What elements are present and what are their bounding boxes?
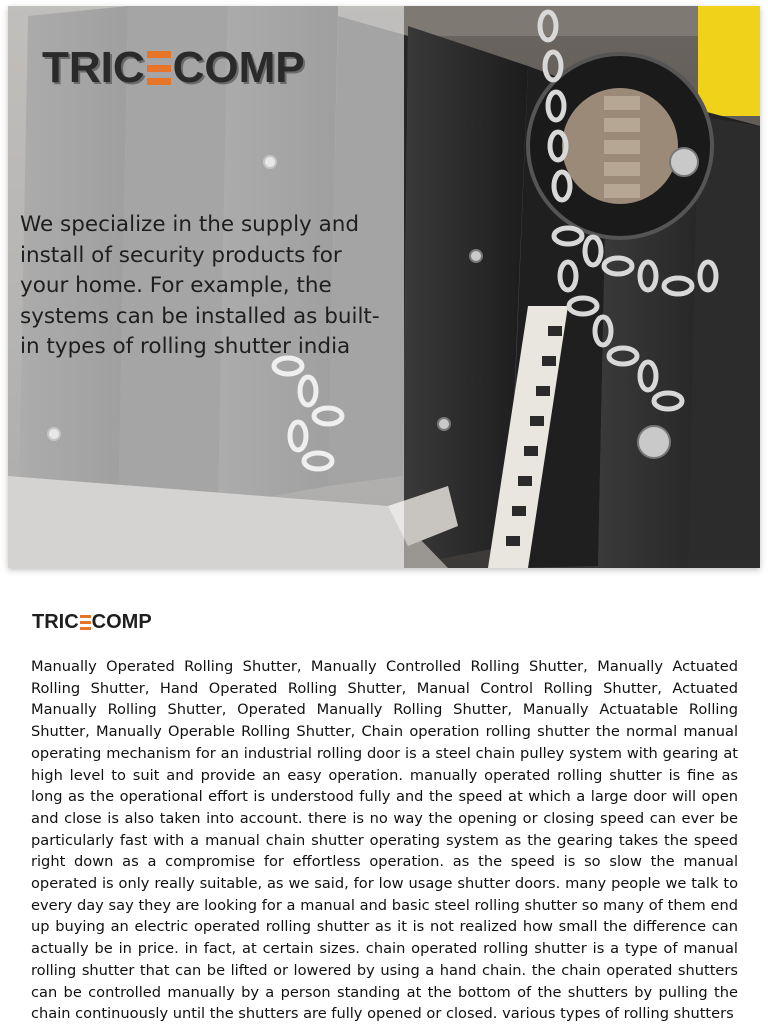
logo-text-left: TRIC (42, 43, 145, 92)
logo-text-left: TRIC (32, 611, 79, 633)
logo-e-mark (80, 615, 91, 630)
brand-logo-small[interactable] (32, 612, 152, 632)
logo-text-right: COMP (172, 43, 305, 92)
logo-text-right: COMP (91, 611, 152, 633)
article-body: Manually Operated Rolling Shutter, Manually Controlled Rolling Shutter, Manually Actuated Rolling Shutter, Hand Operated Rolling Shutter, Manual Control Rolling Shutter, Actuated Manually Rolling Shutter, Operated Manually Rolling Shutter, Manually Actuatable Rolling Shutter, Manually Operable Rolling Shutter, Chain operation rolling shutter the normal manual operating mechanism for an industrial rolling door is a steel chain pulley system with gearing at high level to suit and provide an easy operation. manually operated rolling shutter is fine as long as the operational effort is understood fully and the speed at which a large door will open and close is also taken into account. there is no way the opening or closing speed can ever be particularly fast with a manual chain shutter operating system as the gearing takes the speed right down as a compromise for effortless operation. as the speed is so slow the manual operated is only really suitable, as we said, for low usage shutter doors. many people we talk to every day say they are looking for a manual and basic steel rolling shutter so many of them end up buying an electric operated rolling shutter as it is not realized how small the difference can actually be in price. in fact, at certain sizes. chain operated rolling shutter is a type of manual rolling shutter that can be lifted or lowered by using a hand chain. the chain operated shutters can be controlled manually by a person standing at the bottom of the shutters by pulling the chain continuously until the shutters are fully opened or closed. various types of rolling shutters (31, 658, 738, 1023)
hero-tagline: We specialize in the supply and install of security products for your home. For example, the systems can be installed as built-in types of rolling shutter india (20, 212, 380, 359)
logo-e-mark (147, 51, 171, 85)
brand-logo[interactable] (42, 43, 305, 92)
